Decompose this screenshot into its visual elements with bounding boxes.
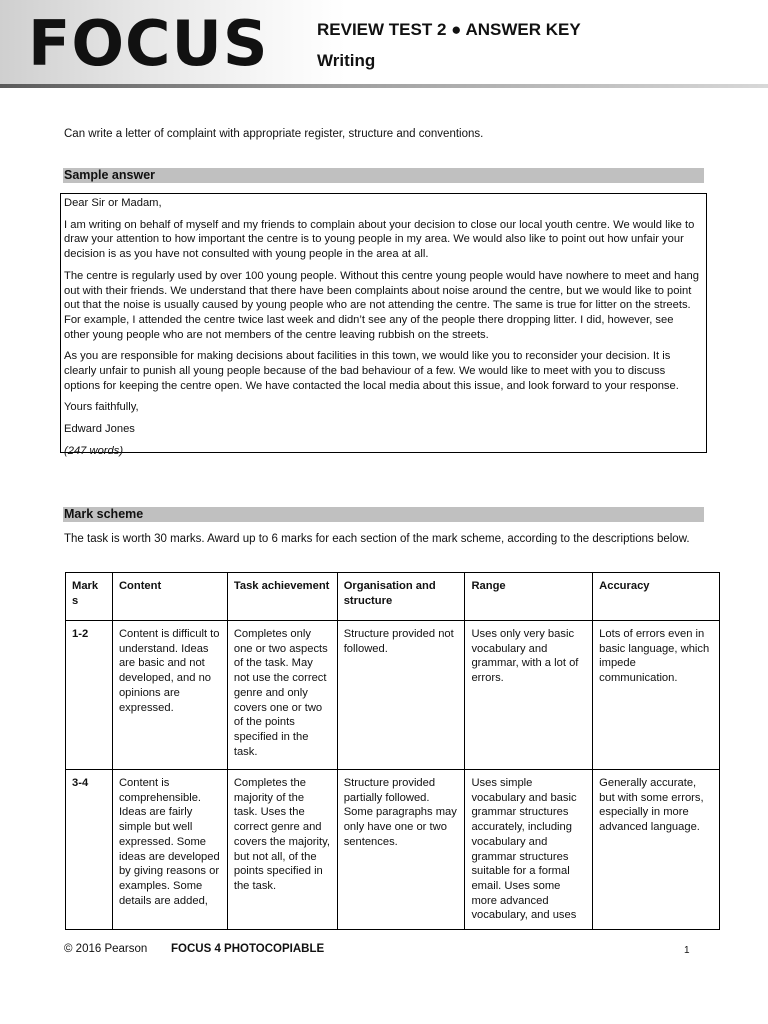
footer-copyright: © 2016 Pearson	[64, 943, 148, 955]
column-header: Task achievement	[227, 573, 337, 621]
content-cell: Content is comprehensible. Ideas are fairly simple but well expressed. Some ideas are developed by giving reasons or examples. Some details are added,	[112, 770, 227, 930]
focus-logo: FOCUS	[28, 7, 269, 80]
page-number: 1	[684, 945, 690, 956]
letter-paragraph: I am writing on behalf of myself and my friends to complain about your decision to close our local youth centre. We would like to draw your attention to how important the centre is to young people in my area. We would also like to point out how unfair your decision is as you have not consulted with young people in the area at all.	[64, 218, 695, 261]
accuracy-cell: Generally accurate, but with some errors, especially in more advanced language.	[593, 770, 720, 930]
band-cell: 1-2	[66, 621, 113, 770]
content-cell: Content is difficult to understand. Ideas are basic and not developed, and no opinions are expressed.	[112, 621, 227, 770]
sample-answer-heading: Sample answer	[63, 168, 704, 183]
page-subtitle: Writing	[317, 51, 376, 70]
mark-scheme-intro: The task is worth 30 marks. Award up to 6 marks for each section of the mark scheme, according to the descriptions below.	[64, 533, 690, 545]
task-cell: Completes only one or two aspects of the task. May not use the correct genre and only covers one or two of the points specified in the task.	[227, 621, 337, 770]
sample-answer-box	[60, 193, 707, 457]
table-row	[66, 770, 720, 930]
column-header: Accuracy	[593, 573, 720, 621]
range-cell: Uses only very basic vocabulary and grammar, with a lot of errors.	[465, 621, 593, 770]
footer-label: FOCUS 4 PHOTOCOPIABLE	[171, 943, 325, 955]
letter-paragraph: As you are responsible for making decisions about facilities in this town, we would like you to reconsider your decision. It is clearly unfair to punish all young people because of the bad behaviour of a few. We would like to meet with you to discuss options for keeping the centre open. We have contacted the local media about this issue, and look forward to your response.	[64, 350, 679, 392]
task-cell: Completes the majority of the task. Uses the correct genre and covers the majority, but not all, of the points specified in the task.	[227, 770, 337, 930]
header-rule	[0, 84, 768, 88]
page-title: REVIEW TEST 2 ● ANSWER KEY	[317, 20, 581, 39]
range-cell: Uses simple vocabulary and basic grammar structures accurately, including vocabulary and grammar structures suitable for a formal email. Uses some more advanced vocabulary, and uses	[465, 770, 593, 930]
column-header: Content	[112, 573, 227, 621]
organisation-cell: Structure provided partially followed. Some paragraphs may only have one or two sentences.	[337, 770, 465, 930]
accuracy-cell: Lots of errors even in basic language, which impede communication.	[593, 621, 720, 770]
column-header: Range	[465, 573, 593, 621]
table-row	[66, 621, 720, 770]
mark-scheme-heading: Mark scheme	[63, 507, 704, 522]
band-cell: 3-4	[66, 770, 113, 930]
word-count: (247 words)	[64, 444, 124, 457]
letter-signoff: Yours faithfully,	[64, 401, 139, 414]
mark-scheme-table	[65, 572, 720, 930]
table-header-row	[66, 573, 720, 621]
objective-text: Can write a letter of complaint with appropriate register, structure and conventions.	[64, 128, 484, 140]
letter-signature: Edward Jones	[64, 423, 135, 436]
column-header: Mark s	[66, 573, 113, 621]
letter-paragraph: The centre is regularly used by over 100 young people. Without this centre young people would have nowhere to meet and hang out with their friends. We understand that there have been complaints about noise around the centre, but we would like to point out that the noise is usually caused by young people who are not attending the centre. The same is true for litter on the streets. For example, I attended the centre twice last week and didn’t see any of the people there dropping litter. I did, however, see other young people who are not members of the centre leaving rubbish on the streets.	[64, 269, 699, 341]
column-header: Organisation and structure	[337, 573, 465, 621]
organisation-cell: Structure provided not followed.	[337, 621, 465, 770]
letter-greeting: Dear Sir or Madam,	[64, 197, 162, 209]
